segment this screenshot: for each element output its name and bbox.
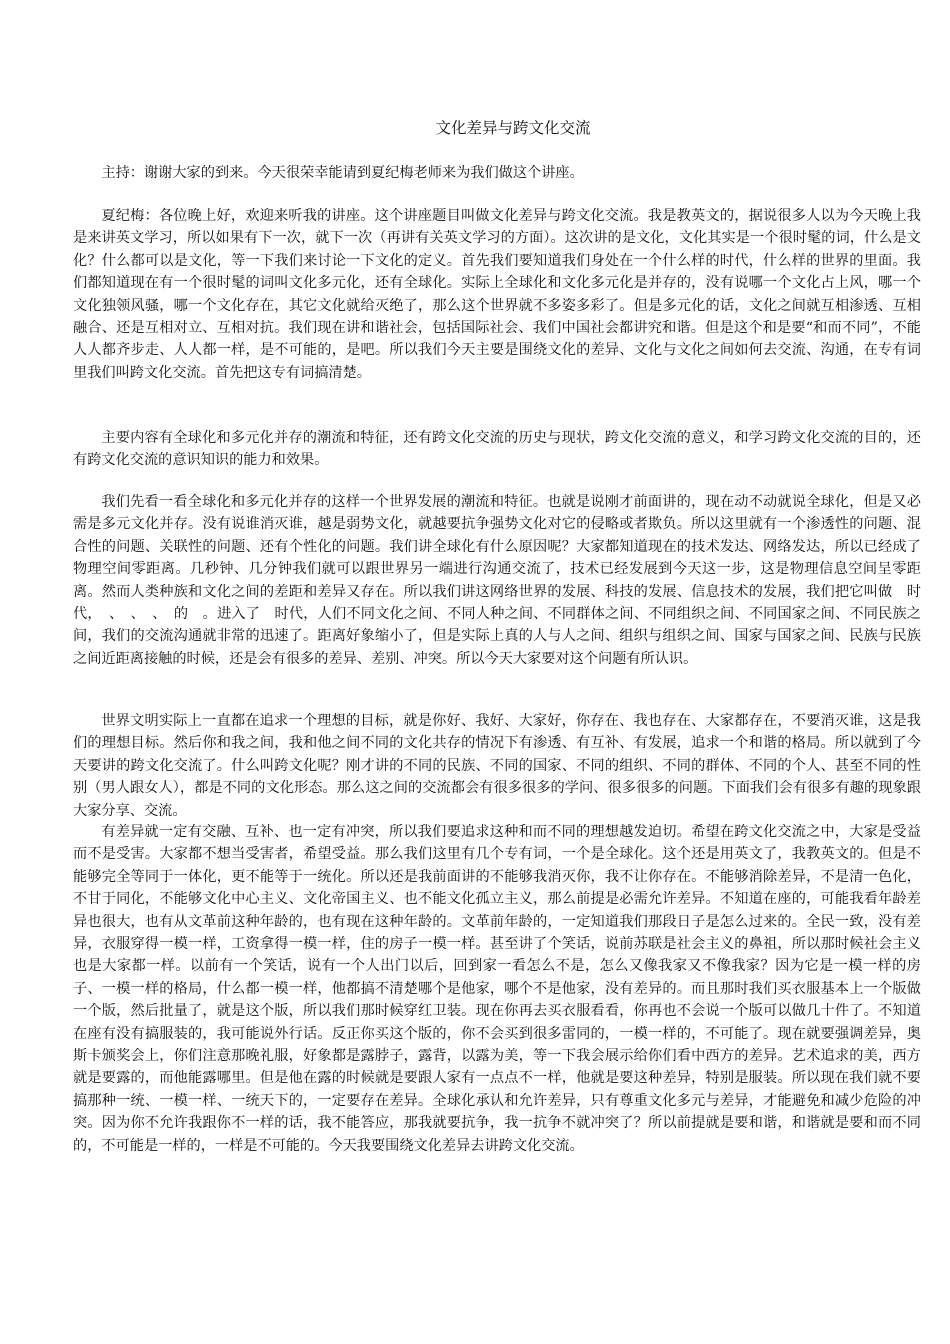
paragraph-main-content: 主要内容有全球化和多元化并存的潮流和特征，还有跨文化交流的历史与现状，跨文化交流的意义，和学习跨文化交流的目的，还有跨文化交流的意识知识的能力和效果。 [73,430,921,469]
paragraph-globalization: 我们先看一看全球化和多元化并存的这样一个世界发展的潮流和特征。也就是说刚才前面讲的，现在动不动就说全球化，但是又必需是多元文化并存。没有说谁消灭谁，越是弱势文化，就越要抗争强势文化对它的侵略或者欺负。所以这里就有一个渗透性的问题、混合性的问题、关联性的问题、还有个性化的问题。我们讲全球化有什么原因呢？大家都知道现在的技术发达、网络发达，所以已经成了物理空间零距离。几秒钟、几分钟我们就可以跟世界另一端进行沟通交流了，技术已经发展到今天这一步，这是物理信息空间呈零距离。然而人类种族和文化之间的差距和差异又存在。所以我们讲这网络世界的发展、科技的发展、信息技术的发展，我们把它叫做 时代， 、 、 、 的 。进入了 时代，人们不同文化之间、不同人种之间、不同群体之间、不同组织之间、不同国家之间、不同民族之间，我们的交流沟通就非常的迅速了。距离好象缩小了，但是实际上真的人与人之间、组织与组织之间、国家与国家之间、民族与民族之间近距离接触的时候，还是会有很多的差异、差别、冲突。所以今天大家要对这个问题有所认识。 [73,494,921,667]
paragraph-world-civilization: 世界文明实际上一直都在追求一个理想的目标，就是你好、我好、大家好，你存在、我也存在、大家都存在，不要消灭谁，这是我们的理想目标。然后你和我之间，我和他之间不同的文化共存的情况下有渗透、有互补、有发展，追求一个和谐的格局。所以就到了今天要讲的跨文化交流了。什么叫跨文化呢？刚才讲的不同的民族、不同的国家、不同的组织、不同的群体、不同的个人、甚至不同的性别（男人跟女人），都是不同的文化形态。那么这之间的交流都会有很多很多的学问、很多很多的问题。下面我们会有很多有趣的现象跟大家分享、交流。 [73,713,921,819]
paragraph-differences: 有差异就一定有交融、互补、也一定有冲突，所以我们要追求这种和而不同的理想越发迫切。希望在跨文化交流之中，大家是受益而不是受害。大家都不想当受害者，希望受益。那么我们这里有几个专有词，一个是全球化。这个还是用英文了，我教英文的。但是不能够完全等同于一体化，更不能等于一统化。所以还是我前面讲的不能够我消灭你，我不让你存在。不能够消除差异，不是清一色化，不甘于同化，不能够文化中心主义、文化帝国主义、也不能文化孤立主义，那么前提是必需允许差异。不知道在座的，可能我看年龄差异也很大，也有从文革前这种年龄的，也有现在这种年龄的。文革前年龄的，一定知道我们那段日子是怎么过来的。全民一致，没有差异，衣服穿得一模一样，工资拿得一模一样，住的房子一模一样。甚至讲了个笑话，说前苏联是社会主义的鼻祖，所以那时候社会主义也是大家都一样。以前有一个笑话，说有一个人出门以后，回到家一看怎么不是，怎么又像我家又不像我家？因为它是一模一样的房子、一模一样的格局，什么都一模一样，他都搞不清楚哪个是他家，哪个不是他家，没有差异的。而且那时我们买衣服基本上一个版做一个版，然后批量了，就是这个版，所以我们那时候穿红卫装。现在你再去买衣服看看，你再也不会说一个版可以做几十件了。不知道在座有没有搞服装的，我可能说外行话。反正你买这个版的，你不会买到很多雷同的，一模一样的，不可能了。现在就要强调差异，奥斯卡颁奖会上，你们注意那晚礼服，好象都是露脖子，露背，以露为美，等一下我会展示给你们看中西方的差异。艺术追求的美，西方就是要露的，而他能露哪里。但是他在露的时候就是要跟人家有一点点不一样，他就是要这种差异，特别是服装。所以现在我们就不要搞那种一统、一模一样、一统天下的，一定要存在差异。全球化承认和允许差异，只有尊重文化多元与差异，才能避免和减少危险的冲突。因为你不允许我跟你不一样的话，我不能答应，那我就要抗争，我一抗争不就冲突了？所以前提就是要和谐，和谐就是要和而不同的，不可能是一样的，一样是不可能的。今天我要围绕文化差异去讲跨文化交流。 [73,824,921,1154]
document-title: 文化差异与跨文化交流 [435,119,591,137]
paragraph-host-intro: 主持：谢谢大家的到来。今天很荣幸能请到夏纪梅老师来为我们做这个讲座。 [101,165,584,181]
paragraph-speaker-opening: 夏纪梅：各位晚上好，欢迎来听我的讲座。这个讲座题目叫做文化差异与跨文化交流。我是教英文的，据说很多人以为今天晚上我是来讲英文学习，所以如果有下一次，就下一次（再讲有关英文学习的方面）。这次讲的是文化，文化其实是一个很时髦的词，什么是文化？什么都可以是文化，等一下我们来讨论一下文化的定义。首先我们要知道我们身处在一个什么样的时代，什么样的世界的里面。我们都知道现在有一个很时髦的词叫文化多元化，还有全球化。实际上全球化和文化多元化是并存的，没有说哪一个文化占上风，哪一个文化独领风骚，哪一个文化存在，其它文化就给灭绝了，那么这个世界就不多姿多彩了。但是多元化的话，文化之间就互相渗透、互相融合、还是互相对立、互相对抗。我们现在讲和谐社会，包括国际社会、我们中国社会都讲究和谐。但是这个和是要“和而不同”，不能人人都齐步走、人人都一样，是不可能的，是吧。所以我们今天主要是围绕文化的差异、文化与文化之间如何去交流、沟通，在专有词里我们叫跨文化交流。首先把这专有词搞清楚。 [73,208,921,381]
